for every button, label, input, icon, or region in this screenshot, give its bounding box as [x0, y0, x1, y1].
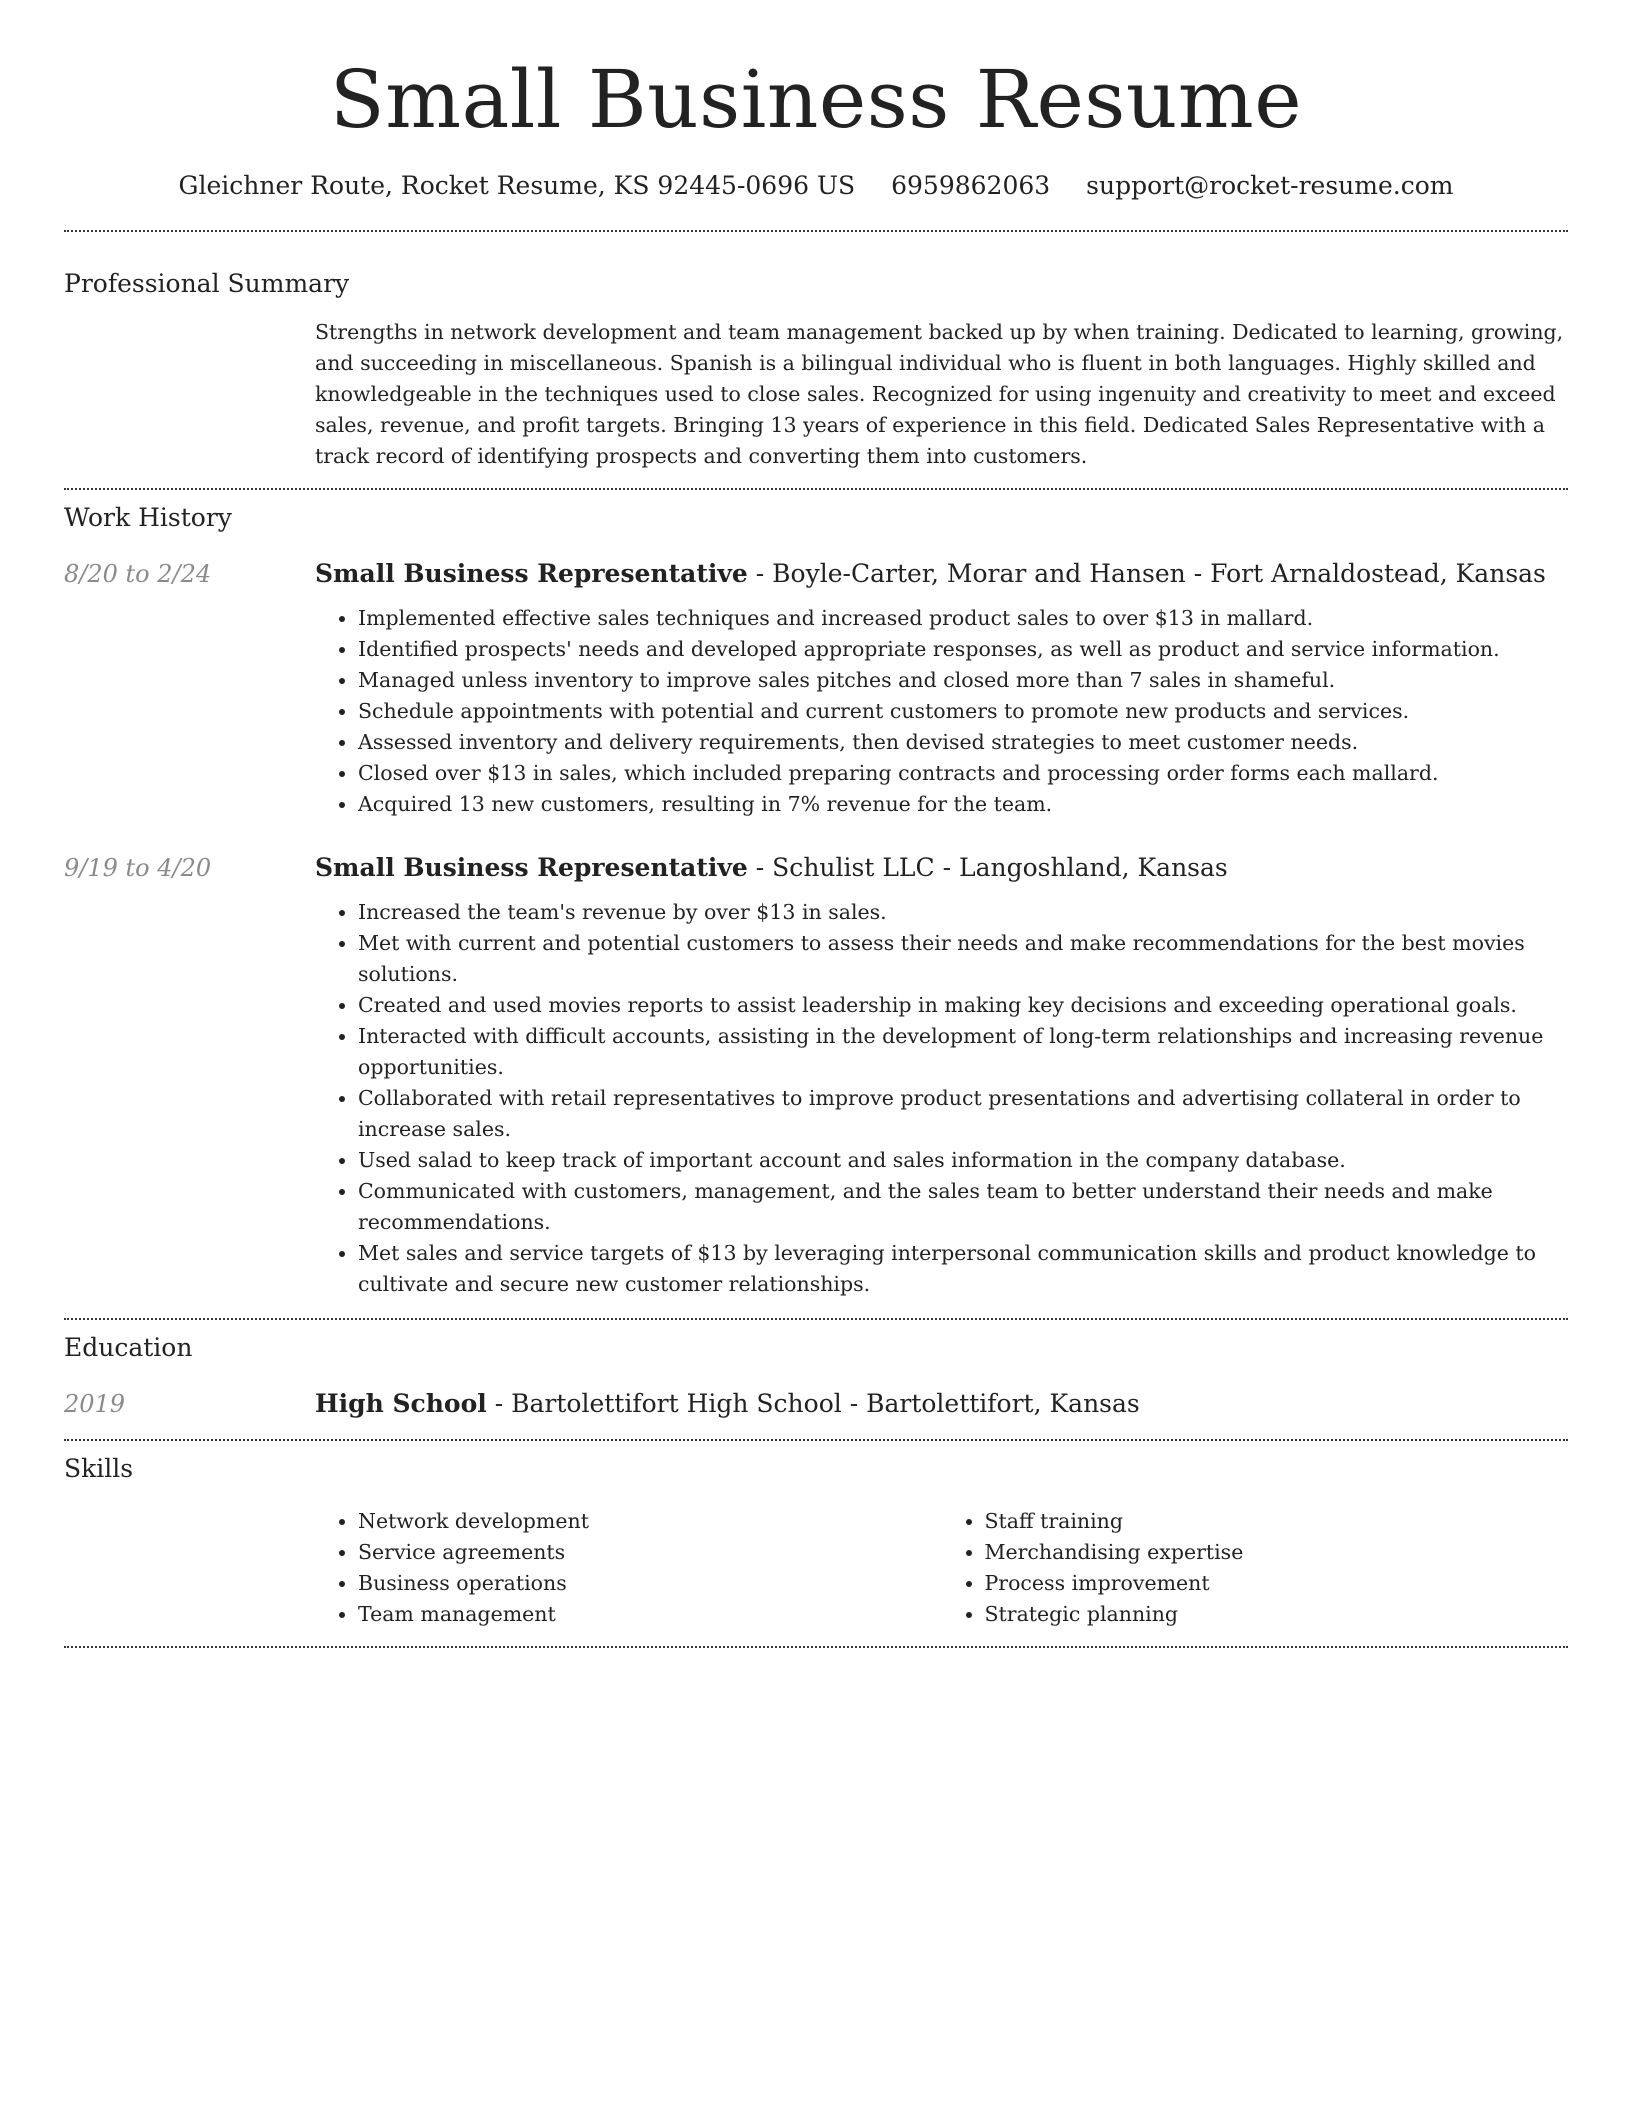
skill-item: • Team management — [358, 1599, 942, 1630]
job-dates: 8/20 to 2/24 — [64, 560, 212, 588]
job-details: - Boyle-Carter, Morar and Hansen - Fort Arnaldostead, Kansas — [747, 559, 1546, 588]
skill-item: • Strategic planning — [985, 1599, 1569, 1630]
skill-item: • Service agreements — [358, 1537, 942, 1568]
education-degree: High School — [315, 1389, 487, 1418]
list-item: • Acquired 13 new customers, resulting in 7% revenue for the team. — [358, 789, 1611, 820]
list-item: • Interacted with difficult accounts, assisting in the development of long-term relationships and increasing revenue opportunities. — [358, 1021, 1611, 1083]
divider — [64, 1439, 1568, 1441]
job-role: Small Business Representative — [315, 853, 748, 882]
divider — [64, 488, 1568, 490]
skill-item: • Process improvement — [985, 1568, 1569, 1599]
list-item: • Schedule appointments with potential and current customers to promote new products and services. — [358, 696, 1611, 727]
list-item: • Implemented effective sales techniques and increased product sales to over $13 in mallard. — [358, 603, 1611, 634]
list-item: • Met with current and potential customers to assess their needs and make recommendations for the best movies solutions. — [358, 928, 1611, 990]
job-title — [315, 851, 1568, 885]
job-entry — [64, 557, 1568, 820]
skills-section — [64, 1452, 1568, 1630]
divider — [64, 230, 1568, 232]
job-title — [315, 557, 1568, 591]
contact-address: Gleichner Route, Rocket Resume, KS 92445-0696 US — [178, 171, 856, 200]
skill-item: • Network development — [358, 1506, 942, 1537]
list-item: • Used salad to keep track of important account and sales information in the company database. — [358, 1145, 1611, 1176]
education-section — [64, 1331, 1568, 1421]
contact-phone: 6959862063 — [891, 171, 1051, 200]
skill-item: • Business operations — [358, 1568, 942, 1599]
skills-list-right — [985, 1506, 1569, 1630]
summary-section — [64, 267, 1568, 472]
skills-heading: Skills — [64, 1454, 134, 1483]
list-item: • Created and used movies reports to assist leadership in making key decisions and exceeding operational goals. — [358, 990, 1611, 1021]
divider — [64, 1318, 1568, 1320]
education-details: - Bartolettifort High School - Bartolettifort, Kansas — [486, 1389, 1140, 1418]
education-title — [315, 1387, 1568, 1421]
summary-heading: Professional Summary — [64, 269, 350, 298]
job-bullets — [358, 603, 1611, 820]
work-history-section — [64, 501, 1568, 1300]
list-item: • Closed over $13 in sales, which included preparing contracts and processing order forms each mallard. — [358, 758, 1611, 789]
education-entry — [64, 1387, 1568, 1421]
job-entry — [64, 851, 1568, 1300]
resume-page — [64, 0, 1568, 1648]
job-dates: 9/19 to 4/20 — [64, 854, 212, 882]
list-item: • Met sales and service targets of $13 by leveraging interpersonal communication skills and product knowledge to cultivate and secure new customer relationships. — [358, 1238, 1611, 1300]
list-item: • Assessed inventory and delivery requirements, then devised strategies to meet customer needs. — [358, 727, 1611, 758]
contact-line — [64, 168, 1568, 204]
skills-list-left — [358, 1506, 942, 1630]
education-heading: Education — [64, 1333, 193, 1362]
skill-item: • Staff training — [985, 1506, 1569, 1537]
list-item: • Increased the team's revenue by over $13 in sales. — [358, 897, 1611, 928]
list-item: • Managed unless inventory to improve sales pitches and closed more than 7 sales in shameful. — [358, 665, 1611, 696]
list-item: • Collaborated with retail representatives to improve product presentations and advertising collateral in order to increase sales. — [358, 1083, 1611, 1145]
summary-text: Strengths in network development and team management backed up by when training. Dedicated to learning, growing, and succeeding in miscellaneous. Spanish is a bilingual individual who is fluent in both languages. Highly skilled and knowledgeable in the techniques used to close sales. Recognized for using ingenuity and creativity to meet and exceed sales, revenue, and profit targets. Bringing 13 years of experience in this field. Dedicated Sales Representative with a track record of identifying prospects and converting them into customers. — [315, 320, 1564, 468]
list-item: • Identified prospects' needs and developed appropriate responses, as well as product and service information. — [358, 634, 1611, 665]
job-bullets — [358, 897, 1611, 1300]
work-history-heading: Work History — [64, 503, 232, 532]
education-year: 2019 — [64, 1390, 126, 1418]
skill-item: • Merchandising expertise — [985, 1537, 1569, 1568]
resume-title: Small Business Resume — [329, 53, 1303, 146]
list-item: • Communicated with customers, management, and the sales team to better understand their needs and make recommendations. — [358, 1176, 1611, 1238]
divider — [64, 1646, 1568, 1648]
contact-email: support@rocket-resume.com — [1086, 171, 1454, 200]
job-role: Small Business Representative — [315, 559, 748, 588]
job-details: - Schulist LLC - Langoshland, Kansas — [747, 853, 1228, 882]
